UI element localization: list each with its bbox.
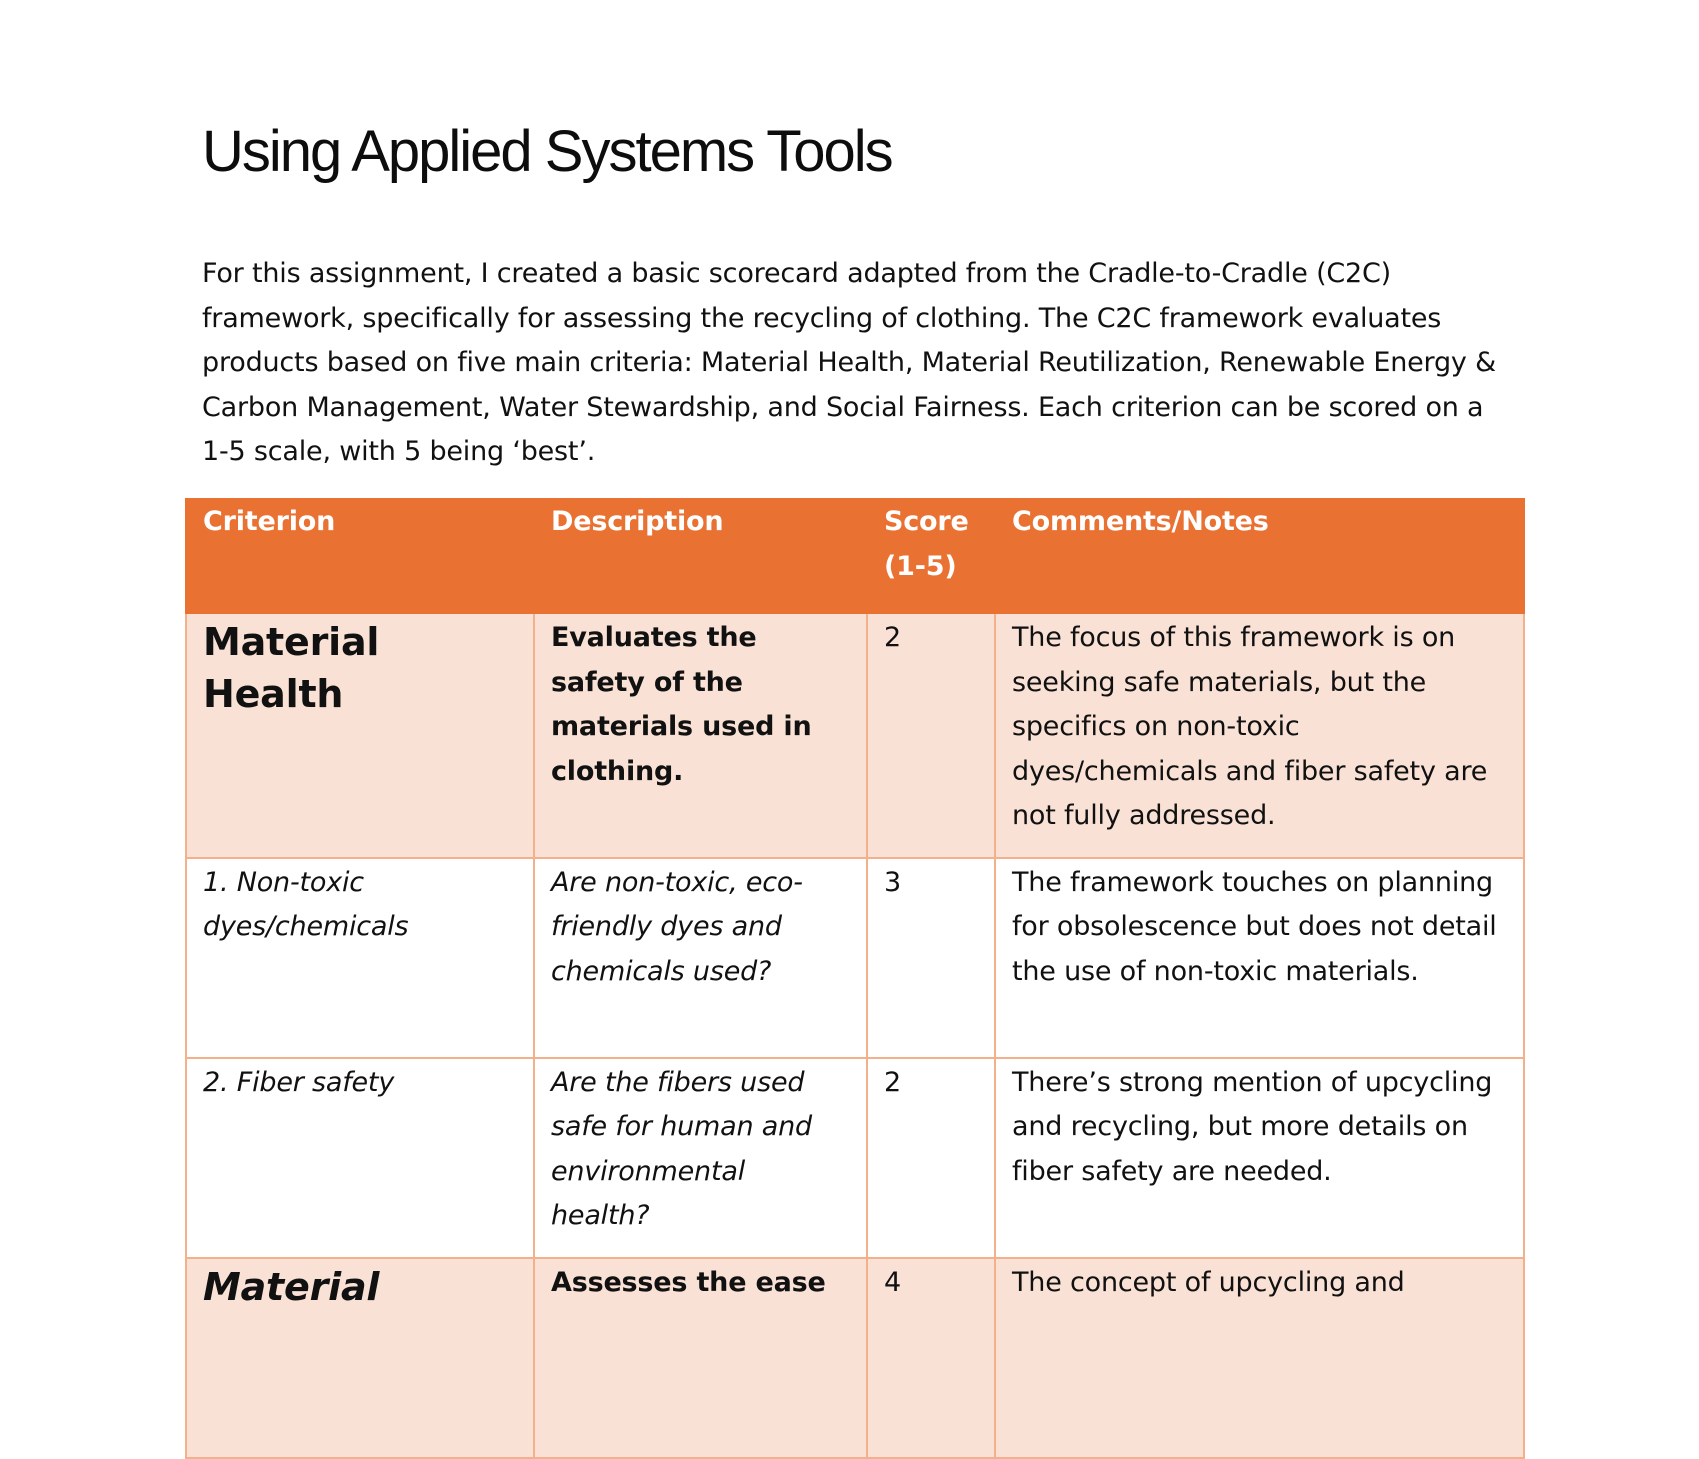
criterion-cell: Material — [186, 1258, 534, 1458]
table-row — [186, 1258, 1524, 1458]
description-cell: Are non-toxic, eco-friendly dyes and chemicals used? — [534, 858, 867, 1058]
table-row — [186, 1058, 1524, 1258]
table-header — [186, 499, 1524, 613]
comments-cell: There’s strong mention of upcycling and recycling, but more details on fiber safety are needed. — [995, 1058, 1524, 1258]
header-row — [186, 499, 1524, 613]
criterion-cell: 1. Non-toxic dyes/chemicals — [186, 858, 534, 1058]
score-cell: 3 — [867, 858, 995, 1058]
header-comments: Comments/Notes — [995, 499, 1524, 613]
table-body — [186, 613, 1524, 1458]
header-score: Score (1-5) — [867, 499, 995, 613]
header-criterion: Criterion — [186, 499, 534, 613]
description-cell: Are the fibers used safe for human and environmental health? — [534, 1058, 867, 1258]
criterion-cell: Material Health — [186, 613, 534, 858]
score-cell: 2 — [867, 1058, 995, 1258]
comments-cell: The framework touches on planning for obsolescence but does not detail the use of non-toxic materials. — [995, 858, 1524, 1058]
comments-cell: The focus of this framework is on seeking safe materials, but the specifics on non-toxic dyes/chemicals and fiber safety are not fully addressed. — [995, 613, 1524, 858]
intro-paragraph: For this assignment, I created a basic scorecard adapted from the Cradle-to-Cradle (C2C) framework, specifically for assessing the recycling of clothing. The C2C framework evaluates products based on five main criteria: Material Health, Material Reutilization, Renewable Energy & Carbon Management, Water Stewardship, and Social Fairness. Each criterion can be scored on a 1-5 scale, with 5 being ‘best’. — [202, 258, 1496, 467]
scorecard-table — [185, 498, 1525, 1459]
score-cell: 4 — [867, 1258, 995, 1458]
score-cell: 2 — [867, 613, 995, 858]
criterion-cell: 2. Fiber safety — [186, 1058, 534, 1258]
page-title: Using Applied Systems Tools — [202, 119, 892, 184]
header-description: Description — [534, 499, 867, 613]
table-row — [186, 613, 1524, 858]
description-cell: Assesses the ease — [534, 1258, 867, 1458]
table-row — [186, 858, 1524, 1058]
description-cell: Evaluates the safety of the materials used in clothing. — [534, 613, 867, 858]
comments-cell: The concept of upcycling and — [995, 1258, 1524, 1458]
